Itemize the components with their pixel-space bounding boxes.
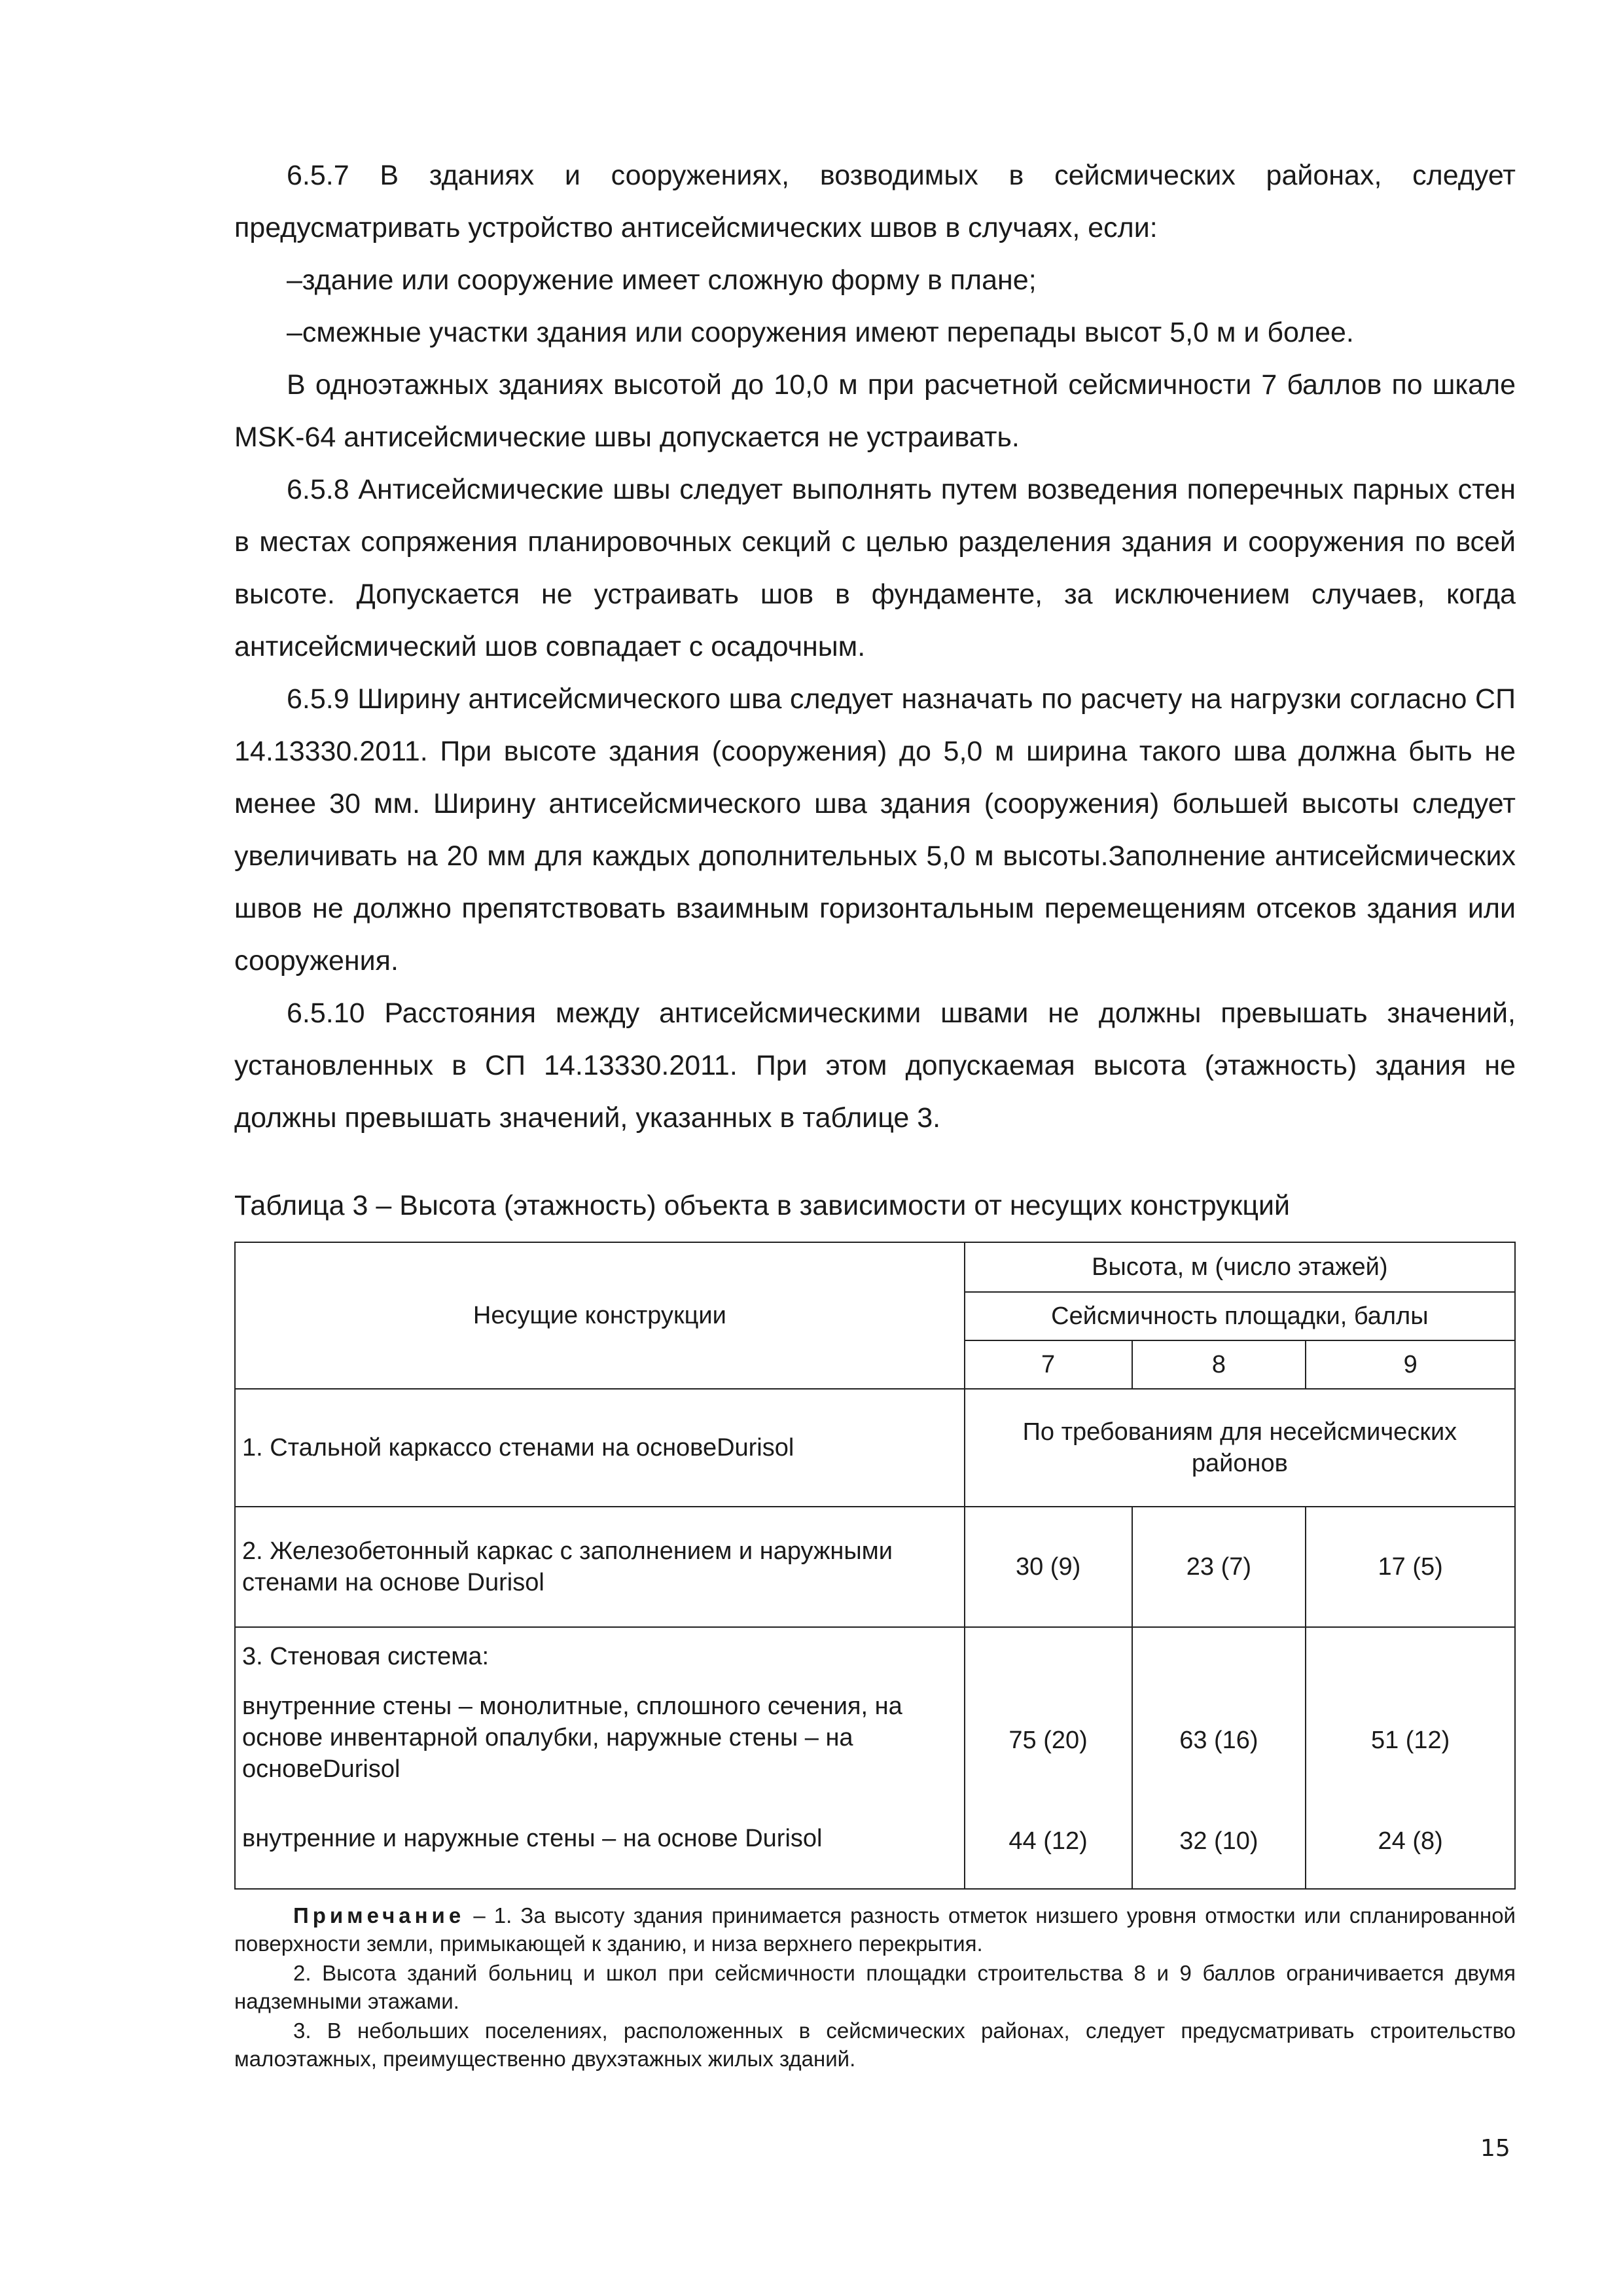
row-label-steel-frame: 1. Стальной каркассо стенами на основеDurisol	[235, 1389, 965, 1507]
note-1-text: – 1. За высоту здания принимается разность отметок низшего уровня отмостки или спланированной поверхности земли, примыкающей к зданию, и низа верхнего перекрытия.	[234, 1903, 1516, 1956]
list-item-height-difference: –смежные участки здания или сооружения имеют перепады высот 5,0 м и более.	[287, 317, 1354, 348]
paragraph-6-5-7: 6.5.7 В зданиях и сооружениях, возводимых в сейсмических районах, следует предусматривать устройство антисейсмических швов в случаях, если:	[234, 160, 1516, 243]
paragraph-single-storey: В одноэтажных зданиях высотой до 10,0 м при расчетной сейсмичности 7 баллов по шкале MSK-64 антисейсмические швы допускается не устраивать.	[234, 369, 1516, 453]
paragraph-6-5-9: 6.5.9 Ширину антисейсмического шва следует назначать по расчету на нагрузки согласно СП 14.13330.2011. При высоте здания (сооружения) до 5,0 м ширина такого шва должна быть не менее 30 мм. Ширину антисейсмического шва здания (сооружения) большей высоты следует увеличивать на 20 мм для каждых дополнительных 5,0 м высоты.Заполнение антисейсмических швов не должно препятствовать взаимным горизонтальным перемещениям отсеков здания или сооружения.	[234, 683, 1516, 977]
paragraph-6-5-8: 6.5.8 Антисейсмические швы следует выполнять путем возведения поперечных парных стен в местах сопряжения планировочных секций с целью разделения здания и сооружения по всей высоте. Допускается не устраивать шов в фундаменте, за исключением случаев, когда антисейсмический шов совпадает с осадочным.	[234, 474, 1516, 662]
row-merged-non-seismic: По требованиям для несейсмических районов	[965, 1389, 1515, 1507]
header-seismicity: Сейсмичность площадки, баллы	[965, 1292, 1515, 1340]
note-2-text: 2. Высота зданий больниц и школ при сейсмичности площадки строительства 8 и 9 баллов ограничивается двумя надземными этажами.	[234, 1961, 1516, 2013]
body-text	[234, 149, 1516, 1144]
table-caption: Таблица 3 – Высота (этажность) объекта в зависимости от несущих конструкций	[234, 1190, 1291, 1221]
value-monolithic-9: 51 (12)	[1370, 1727, 1450, 1754]
value-durisol-8: 32 (10)	[1179, 1827, 1258, 1855]
note-3	[234, 2017, 1516, 2073]
row-label-concrete-frame: 2. Железобетонный каркас с заполнением и наружными стенами на основе Durisol	[235, 1507, 965, 1627]
header-score-9: 9	[1306, 1340, 1515, 1389]
header-score-7: 7	[965, 1340, 1132, 1389]
table-cell	[1306, 1627, 1515, 1889]
table-cell	[1132, 1627, 1306, 1889]
wall-system-monolithic: внутренние стены – монолитные, сплошного сечения, на основе инвентарной опалубки, наружные стены – на основеDurisol	[242, 1693, 902, 1783]
paragraph-6-5-10: 6.5.10 Расстояния между антисейсмическими швами не должны превышать значений, установленных в СП 14.13330.2011. При этом допускаемая высота (этажность) здания не должны превышать значений, указанных в таблице 3.	[234, 997, 1516, 1134]
value-monolithic-7: 75 (20)	[1008, 1727, 1088, 1754]
note-label: Примечание	[293, 1903, 465, 1928]
note-3-text: 3. В небольших поселениях, расположенных в сейсмических районах, следует предусматривать строительство малоэтажных, преимущественно двухэтажных жилых зданий.	[234, 2018, 1516, 2071]
value-durisol-9: 24 (8)	[1378, 1827, 1443, 1855]
value-durisol-7: 44 (12)	[1008, 1827, 1088, 1855]
table-3	[234, 1242, 1516, 1890]
value-monolithic-8: 63 (16)	[1179, 1727, 1258, 1754]
note-2	[234, 1959, 1516, 2015]
row-label-wall-system	[235, 1627, 965, 1889]
list-item-complex-shape: –здание или сооружение имеет сложную форму в плане;	[287, 264, 1037, 296]
table-cell: 17 (5)	[1306, 1507, 1515, 1627]
header-bearing-structures: Несущие конструкции	[235, 1242, 965, 1389]
note-1	[234, 1901, 1516, 1958]
header-score-8: 8	[1132, 1340, 1306, 1389]
table-cell: 30 (9)	[965, 1507, 1132, 1627]
wall-system-title: 3. Стеновая система:	[242, 1643, 490, 1670]
table-notes	[234, 1901, 1516, 2074]
table-cell	[965, 1627, 1132, 1889]
wall-system-durisol: внутренние и наружные стены – на основе Durisol	[242, 1825, 823, 1852]
table-cell: 23 (7)	[1132, 1507, 1306, 1627]
page-number: 15	[1480, 2135, 1510, 2162]
header-height-group: Высота, м (число этажей)	[965, 1242, 1515, 1292]
